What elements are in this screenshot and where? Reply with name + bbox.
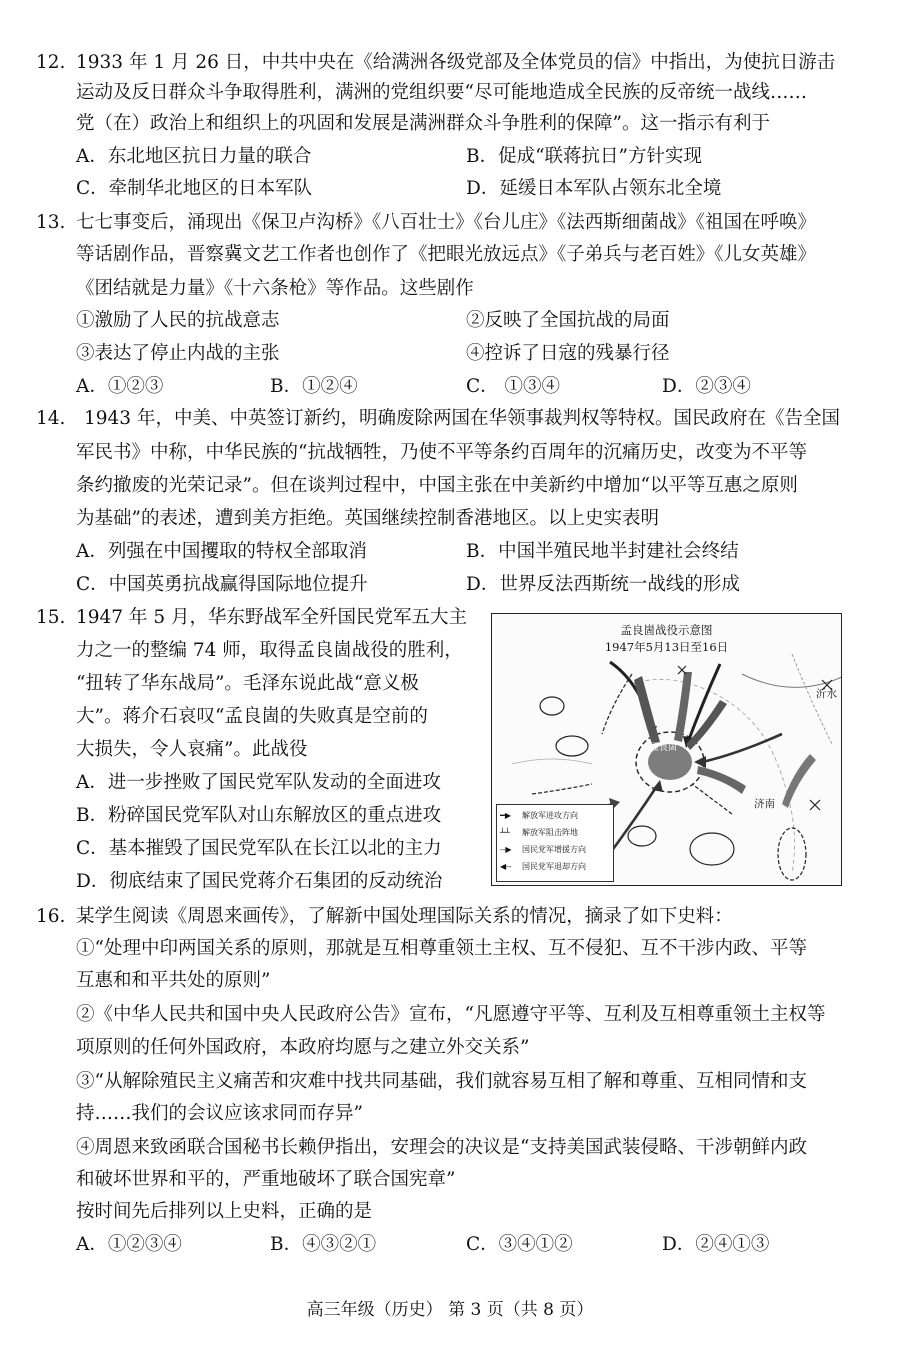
question-number: 12. <box>36 52 66 73</box>
question-number: 16. <box>36 906 66 927</box>
question-text-line: 党（在）政治上和组织上的巩固和发展是满洲群众斗争胜利的保障”。这一指示有利于 <box>76 113 770 134</box>
option-b[interactable]: B．中国半殖民地半封建社会终结 <box>466 541 739 562</box>
question-text-line: 军民书》中称，中华民族的“抗战牺牲，乃使不平等条约百周年的沉痛历史，改变为不平等 <box>76 442 807 463</box>
statement-1: ①激励了人民的抗战意志 <box>76 310 280 331</box>
block-line-icon: ┴┴ <box>500 828 510 837</box>
question-text-line: 条约撤废的光荣记录”。但在谈判过程中，中国主张在中美新约中增加“以平等互惠之原则 <box>76 475 798 496</box>
statement-4: ④控诉了日寇的残暴行径 <box>466 343 670 364</box>
source-line: ③“从解除殖民主义痛苦和灾难中找共同基础，我们就容易互相了解和尊重、互相同情和支 <box>76 1071 807 1092</box>
question-text-line: 七七事变后，涌现出《保卫卢沟桥》《八百壮士》《台儿庄》《法西斯细菌战》《祖国在呼唤》 <box>76 212 817 233</box>
option-c[interactable]: C．牵制华北地区的日本军队 <box>76 178 313 199</box>
question-text-line: 某学生阅读《周恩来画传》，了解新中国处理国际关系的情况，摘录了如下史料： <box>76 906 733 927</box>
battle-map <box>491 613 842 886</box>
question-number: 13. <box>36 212 66 233</box>
option-c[interactable]: C．基本摧毁了国民党军队在长江以北的主力 <box>76 838 442 859</box>
option-a[interactable]: A．①②③ <box>76 376 164 397</box>
source-line: ④周恩来致函联合国秘书长赖伊指出，安理会的决议是“支持美国武装侵略、干涉朝鲜内政 <box>76 1137 807 1158</box>
statement-2: ②反映了全国抗战的局面 <box>466 310 670 331</box>
source-line: ②《中华人民共和国中央人民政府公告》宣布，“凡愿遵守平等、互利及互相尊重领土主权等 <box>76 1004 826 1025</box>
question-text-line: 运动及反日群众斗争取得胜利，满洲的党组织要“尽可能地造成全民族的反帝统一战线…… <box>76 82 807 103</box>
option-d[interactable]: D．②④①③ <box>662 1234 770 1255</box>
map-legend <box>496 804 614 882</box>
legend-item: ━▶ 解放军进攻方向 <box>500 811 578 820</box>
option-d[interactable]: D．彻底结束了国民党蒋介石集团的反动统治 <box>76 871 443 892</box>
source-line: 项原则的任何外国政府，本政府均愿与之建立外交关系” <box>76 1037 530 1058</box>
option-a[interactable]: A．①②③④ <box>76 1234 182 1255</box>
source-line: ①“处理中印两国关系的原则，那就是互相尊重领土主权、互不侵犯、互不干涉内政、平等 <box>76 938 807 959</box>
question-text-line: 等话剧作品，晋察冀文艺工作者也创作了《把眼光放远点》《子弟兵与老百姓》《儿女英雄》 <box>76 244 817 265</box>
question-number: 15. <box>36 607 66 628</box>
question-text-line: 力之一的整编 74 师，取得孟良崮战役的胜利， <box>76 640 463 661</box>
source-line: 互惠和和平共处的原则” <box>76 970 271 991</box>
option-b[interactable]: B．粉碎国民党军队对山东解放区的重点进攻 <box>76 805 442 826</box>
page-footer: 高三年级（历史） 第 3 页（共 8 页） <box>306 1300 594 1320</box>
retreat-arrow-icon: ◀-- <box>500 862 512 871</box>
question-text-line: “扭转了华东战局”。毛泽东说此战“意义极 <box>76 673 419 694</box>
option-b[interactable]: B．④③②① <box>270 1234 377 1255</box>
option-c[interactable]: C．中国英勇抗战赢得国际地位提升 <box>76 574 368 595</box>
source-line: 持……我们的会议应该求同而存异” <box>76 1103 363 1124</box>
question-prompt: 按时间先后排列以上史料，正确的是 <box>76 1201 373 1222</box>
question-text-line: 大损失，令人哀痛”。此战役 <box>76 739 308 760</box>
option-d[interactable]: D．②③④ <box>662 376 751 397</box>
solid-arrow-icon: ━▶ <box>500 811 511 820</box>
legend-item: --▶ 国民党军增援方向 <box>500 845 586 854</box>
dashed-arrow-icon: --▶ <box>500 845 512 854</box>
question-text-line: 1943 年，中美、中英签订新约，明确废除两国在华领事裁判权等特权。国民政府在《告全国 <box>84 408 840 429</box>
question-number: 14. <box>36 408 66 429</box>
map-title: 孟良崮战役示意图 <box>620 623 713 637</box>
option-a[interactable]: A．东北地区抗日力量的联合 <box>76 146 312 167</box>
map-label-yishui: 沂水 <box>816 688 837 700</box>
map-subtitle: 1947年5月13日至16日 <box>604 640 729 654</box>
map-label-menglianggu: 孟良崮 <box>650 743 678 753</box>
question-text-line: 1933 年 1 月 26 日，中共中央在《给满洲各级党部及全体党员的信》中指出，为使抗日游击 <box>76 52 836 73</box>
option-d[interactable]: D．延缓日本军队占领东北全境 <box>466 178 722 199</box>
option-a[interactable]: A．进一步挫败了国民党军队发动的全面进攻 <box>76 772 441 793</box>
question-text-line: 1947 年 5 月，华东野战军全歼国民党军五大主 <box>76 607 467 628</box>
question-text-line: 《团结就是力量》《十六条枪》等作品。这些剧作 <box>76 278 474 299</box>
option-d[interactable]: D．世界反法西斯统一战线的形成 <box>466 574 740 595</box>
legend-item: ◀-- 国民党军退却方向 <box>500 862 586 871</box>
option-c[interactable]: C．③④①② <box>466 1234 573 1255</box>
source-line: 和破坏世界和平的，严重地破坏了联合国宪章” <box>76 1169 456 1190</box>
question-text-line: 大”。蒋介石哀叹“孟良崮的失败真是空前的 <box>76 706 428 727</box>
option-a[interactable]: A．列强在中国攫取的特权全部取消 <box>76 541 367 562</box>
map-label-city: 济南 <box>754 798 775 810</box>
question-text-line: 为基础”的表述，遭到美方拒绝。英国继续控制香港地区。以上史实表明 <box>76 508 659 529</box>
legend-item: ┴┴ 解放军阻击阵地 <box>500 828 578 837</box>
statement-3: ③表达了停止内战的主张 <box>76 343 280 364</box>
option-c[interactable]: C． ①③④ <box>466 376 561 397</box>
option-b[interactable]: B．①②④ <box>270 376 358 397</box>
option-b[interactable]: B．促成“联蒋抗日”方针实现 <box>466 146 703 167</box>
